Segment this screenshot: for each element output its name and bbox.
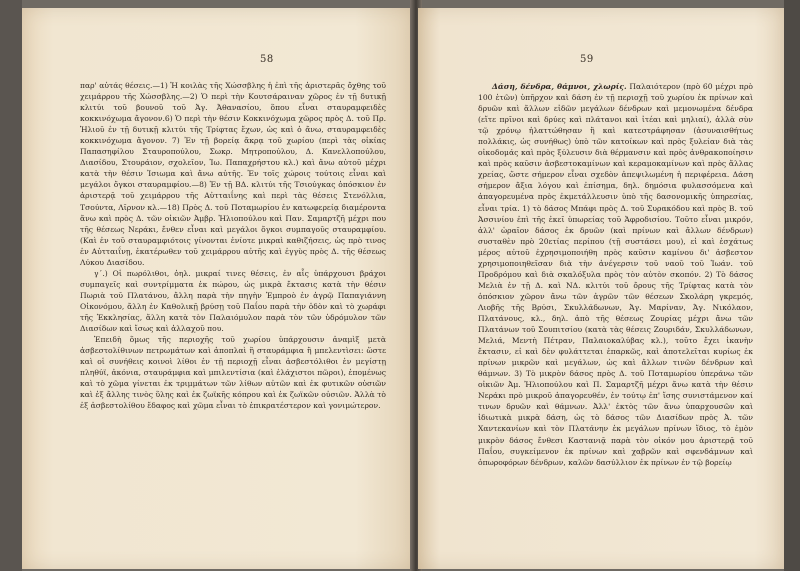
paragraph-body: Παλαιότερον (πρὸ 60 μέχρι πρὸ 100 ἐτῶν) ὑπῆρχον καὶ δάση ἐν τῇ περιοχῇ τοῦ χωρίου ἐκ πρίνων καὶ δρυῶν καὶ ἄλλων εἰδῶν μεγάλων δένδρων καὶ μεμονωμένα δένδρα (εἴτε πρῖνοι καὶ δρύες καὶ πλάτανοι καὶ ἰτέαι καὶ μηλιαί), ἀλλὰ σὺν τῷ χρόνῳ ἠλαττώθησαν ἢ καὶ κατεστράφησαν (ἀσυναισθήτως πολλάκις, ὡς συνήθως) ὑπὸ τῶν κατοίκων καὶ πρὸς ξυλείαν διὰ τὰς οἰκοδομάς καὶ πρὸς ξύλευσιν διὰ θέρμανσιν καὶ πρὸς ἀνθρακοποίησιν καὶ πρὸς καῦσιν ἀσβεστοκαμίνων καὶ κεραμοκαμίνων καὶ πρὸς ἄλλας χρείας, ὥστε σήμερον εἶναι σχεδὸν ἀπεψιλωμένη ἡ περιφέρεια. Δάση σήμερον ἄξια λόγου καὶ ἐπίσημα, δηλ. δημόσια φυλασσόμενα καὶ ἀπαγορευμένα πρὸς ἐκμετάλλευσιν ὑπὸ τῆς δασονομικῆς ὑπηρεσίας, εἶναι τρία. 1) τὸ δάσος Μπάφι πρὸς Δ. τοῦ Συρακόδου καὶ πρὸς Β. τοῦ Ἀσσινίου ἐπὶ τῆς ἐκεῖ ὑπωρείας τοῦ Ἀφροδισίου. Τοῦτο εἶναι μικρόν, ἀλλ' ὡραῖον δάσος ἐκ δρυῶν (καὶ πρίνων καὶ ἄλλων δένδρων) συσταθὲν πρὸ 20ετίας περίπου (τῇ συστάσει μου), εἰ καὶ ἐσχάτως μέρος αὐτοῦ ἐχρησιμοποιήθη πρὸς καῦσιν καμίνου δι' ἀσβεστον χρησιμοποιηθεῖσαν διὰ τὴν ἀνέγερσιν τοῦ ναοῦ τοῦ Ἰωάν. τοῦ Προδρόμου καὶ διὰ σκαλόξυλα πρὸς τὸν αὐτὸν σκοπόν. 2) Τὸ δάσος Μελιὰ ἐν τῇ Δ. καὶ ΝΔ. κλιτύι τοῦ ὄρους τῆς Τρίφτας κατὰ τὸν ὁπόσκιον χῶρον ἄνω τῶν ἀγρῶν τῶν θέσεων Σκολάρη γκρεμός, Λιοβῆς τῆς Βρύσι, Σκυλλάδωνων, Ἁγ. Μαρίναν, Ἁγ. Νικόλαον, Πλατάνους, κλ., δηλ. ἀπὸ τῆς θέσεως Ζουρίας μέχρι ἄνω τῶν Πλατάνων τοῦ Σουπιτσίου (κατὰ τὰς θέσεις Ζουριδάν, Σκυλλάδωνων, Μελιά, Μεντὴ Πέτραν, Παλαιοκαλύβας κλ.), τοῦτο ἔχει ἱκανὴν ἔκτασιν, εἰ καὶ δὲν φυλάττεται ἐπαρκῶς, καὶ ἀποτελεῖται κυρίως ἐκ πρίνων μικρῶν καὶ μεγάλων, ὡς καὶ ἄλλων τινῶν δένδρων καὶ θάμνων. 3) Τὸ μικρὸν δάσος πρὸς Δ. τοῦ Ποταμωρίου ὑπεράνω τῶν οἰκιῶν Ἀμ. Ἠλιοπούλου καὶ Π. Σαμαρτζῆ μέχρι ἄνω κατὰ τὴν θέσιν Νεράκι πρὸ μικροῦ ἀπαγορευθέν, ἐν τούτῳ ἐπ' ἴσης συνιστάμενον καί τινων δρυῶν καὶ θάμνων. Ἀλλ' ἐκτὸς τῶν ἄνω ὑπαρχουσῶν καὶ ἰδιωτικὰ μικρὰ δάση, ὡς τὸ δάσος τῶν Διασίδων πρὸς Ἀ. τῶν Χαντεκανίων καὶ τὸν Πλατάνην ἐκ μεγάλων πρίνων ἴδιος, τὸ ἐμὸν μικρὸν δάσος ἔνθεσι Καστανιᾷ παρὰ τὸν οἰκόν μου ἀριστερᾷ τοῦ Παΐου, συγκείμενον ἐκ πρίνων καὶ χαβρῶν καὶ σφενδάμνων καὶ ὀπωροφόρων δένδρων, καλῶν δασύλλιον ἐκ πρίνων ἐν τῷ βορείῳ bbox=[478, 82, 753, 467]
right-page-text bbox=[478, 81, 753, 468]
right-page bbox=[418, 8, 784, 569]
paragraph bbox=[478, 81, 753, 468]
scan-background-right bbox=[784, 0, 800, 571]
paragraph: παρ' αὐτάς θέσεις.—1) Ἡ κοιλὰς τῆς Χώσσβλης ἡ ἐπὶ τῆς ἀριστερᾶς ὄχθης τοῦ χειμάρρου τῆς Χώσσβλης.—2) Ὁ περὶ τὴν Κουτσάραιναν χῶρος ἐν τῇ δυτικῇ κλιτύι τοῦ βουνοῦ τοῦ Ἁγ. Ἀθανασίου, ὅπου εἶναι σταυραμφειδὲς κοκκινόχωμα ἄγονον.6) Ὁ περὶ τὴν θέσιν Κοκκινόχωμα χῶρος πρὸς Δ. τοῦ Πρ. Ἡλιοῦ ἐν τῇ δυτικῇ κλιτύι τῆς Τρίφτας ἔχων, ὡς καὶ ὁ ἄνω, σταυραμφειδὲς κοκκινόχωμα ἄγονον. 7) Ἐν τῇ βορείᾳ ἄκρᾳ τοῦ χωρίου (περὶ τὰς οἰκίας Παπασηφίλου Σταυροπούλου, Σωκρ. Μητροπούλου, Δ. Κανελλοπούλου, Διασίδου, Στουράιον, σχολεῖον, Ἰω. Παπαχρήστου κλ.) καὶ ἄνω αὐτοῦ μέχρι κατὰ τὴν θέσιν Ἰσιωμα καὶ ἄνω αὐτῆς. Ἐν τοῖς χώροις τούτοις εἶναι καὶ μεγάλοι ὄγκοι σταυραμφίου.—8) Ἐν τῇ ΒΔ. κλιτύι τῆς Τσιούγκας ὁπόσκιον ἐν ἀριστερᾷ τοῦ χειμάρρου τῆς Αὐτταιΐνης καὶ περὶ τὰς θέσεις Στενόλλια, Τσούντα, Λῖρνον κλ.—18) Πρὸς Δ. τοῦ Ποταμωρίου ἐν κατωφερείᾳ διαμέροντα ἄνω καὶ πρὸς Δ. τῶν οἰκιῶν Ἀμβρ. Ἠλιοπούλου καὶ Παν. Σαμαρτζῆ μέχρι που τῆς θέσεως Νεράκι, ἔνθεν εἶναι καὶ μεγάλοι ὄγκοι συμπαγοῦς σταυραμφίου. (Καὶ ἐν τοῦ σταυραμφιότοις γίνονται ἐνίοτε μικραὶ καθιζήσεις, ὡς πρὸ τινος ἐν Αὐτταιΐνῃ, ἑκατέρωθεν τοῦ χειμάρρου αὐτῆς καὶ ἐγγὺς πρὸς Δ. τῆς θέσεως Λύκου Διασίδου. bbox=[80, 81, 386, 267]
section-heading: Δάση, δένδρα, θάμνοι, χλωρίς. bbox=[492, 82, 627, 91]
scan-background-left bbox=[0, 0, 22, 571]
paragraph: γ΄.) Οἱ πωρόλιθοι, ὀηλ. μικραί τινες θέσεις, ἐν αἷς ὑπάρχουσι βράχοι συμπαγεῖς καὶ συντρίμματα ἐκ πώρου, ὡς μικρὰ ἔκτασις κατὰ τὴν θέσιν Πωριὰ τοῦ Πλατάνου, ἄλλη παρὰ τὴν πηγὴν Ἐμπροὸ ἐν ἀγρῷ Παπαγιάννη Οἰκονόμου, ἄλλη ἐν Καθολικῇ βρύσῃ τοῦ Παΐου παρὰ τὴν ὁδὸν καὶ τὸ χωράφι τῆς Ἐκκλησίας, ἄλλη κατὰ τὸν Παλαιόμυλον παρὰ τὸν τῶν ὑδρόμυλον τῶν Διασίδων καὶ ἴσως καὶ ἀλλαχοῦ που. bbox=[80, 268, 386, 334]
page-number-right: 59 bbox=[580, 54, 594, 65]
left-page-text bbox=[80, 80, 386, 411]
page-number-left: 58 bbox=[260, 54, 274, 65]
paragraph: Ἐπειδὴ ὅμως τῆς περιοχῆς τοῦ χωρίου ὑπάρχουσιν ἀναμὶξ μετὰ ἀσβεστολίθινων πετρωμάτων καὶ ἀποπλαὶ ἢ σταυράμφια ἢ μπελεντὶσει: ὥστε καὶ οἱ συνήθεις κοινοὶ λίθοι ἐν τῇ περιοχῇ εἶναι ἀσβεστόλιθοι ἐν μεγίστῃ πληθύϊ, ἀκόνια, σταυράμφια καὶ μπιλεντίσια (καὶ ἐλάχιστοι πῶροι), ἐπομένως καὶ τὸ χῶμα γίνεται ἐκ τριμμάτων τῶν λίθων αὐτῶν καὶ ἐκ φυτικῶν οὐσιῶν καὶ ἐξ ἄλλης τινὸς ὕλης καὶ ἐκ ζωϊκῆς κόπρου καὶ ἐκ ζωϊκῶν οὐσιῶν. Ἀλλὰ τὸ ἐξ ἀσβεστολίθου ἔδαφος καὶ χῶμα εἶναι τὸ ἐπικρατέστερον καὶ γονιμώτερον. bbox=[80, 335, 386, 411]
left-page bbox=[22, 8, 414, 569]
